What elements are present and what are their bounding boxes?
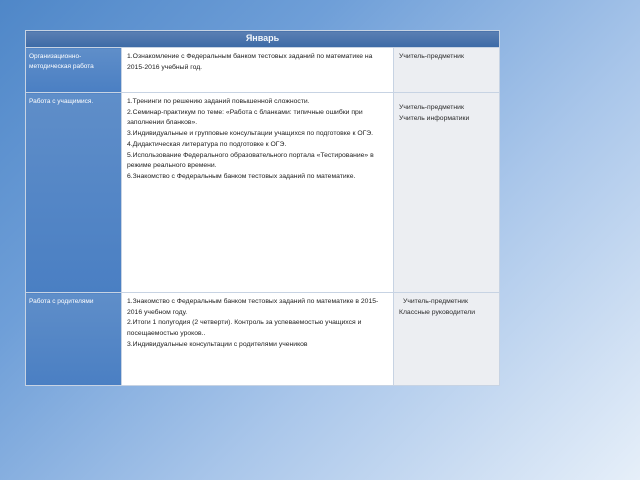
activity-item: 3.Индивидуальные и групповые консультации учащихся по подготовке к ОГЭ. bbox=[127, 130, 374, 138]
month-header: Январь bbox=[26, 31, 500, 48]
responsible-item: Учитель информатики bbox=[399, 114, 470, 122]
table-row bbox=[26, 93, 500, 293]
plan-table bbox=[25, 30, 500, 386]
activity-item: 5.Использование Федерального образовательного портала «Тестирование» в режиме реального времени. bbox=[127, 151, 374, 170]
activity-item: 2.Семинар-практикум по теме: «Работа с бланками: типичные ошибки при заполнении бланков». bbox=[127, 108, 363, 127]
activity-item: 6.Знакомство с Федеральным банком тестовых заданий по математике. bbox=[127, 173, 356, 181]
responsible-cell bbox=[394, 93, 500, 293]
activity-item: 4.Дидактическая литература по подготовке к ОГЭ. bbox=[127, 140, 287, 148]
responsible-item: Классные руководители bbox=[399, 308, 476, 316]
activity-item: 1.Ознакомление с Федеральным банком тестовых заданий по математике на 2015-2016 учебный год. bbox=[127, 53, 373, 71]
category-cell: Организационно-методическая работа bbox=[26, 48, 122, 93]
table-row bbox=[26, 293, 500, 386]
activity-item: 2.Итоги 1 полугодия (2 четверти). Контроль за успеваемостью учащихся и посещаемостью уроков.. bbox=[127, 319, 362, 338]
activities-cell bbox=[122, 48, 394, 93]
month-header-row bbox=[26, 31, 500, 48]
activities-cell bbox=[122, 293, 394, 386]
responsible-cell bbox=[394, 48, 500, 93]
activity-item: 3.Индивидуальные консультации с родителями учеников bbox=[127, 340, 308, 348]
activity-item: 1.Тренинги по решению заданий повышенной сложности. bbox=[127, 98, 310, 105]
responsible-item: Учитель-предметник bbox=[399, 104, 464, 111]
category-cell: Работа с учащимися. bbox=[26, 93, 122, 293]
activities-cell bbox=[122, 93, 394, 293]
responsible-item: Учитель-предметник bbox=[403, 298, 468, 305]
responsible-item: Учитель-предметник bbox=[399, 53, 464, 60]
responsible-cell bbox=[394, 293, 500, 386]
category-cell: Работа с родителями bbox=[26, 293, 122, 386]
table-row bbox=[26, 48, 500, 93]
plan-table-container bbox=[25, 30, 499, 386]
activity-item: 1.Знакомство с Федеральным банком тестовых заданий по математике в 2015-2016 учебном году. bbox=[127, 298, 379, 316]
